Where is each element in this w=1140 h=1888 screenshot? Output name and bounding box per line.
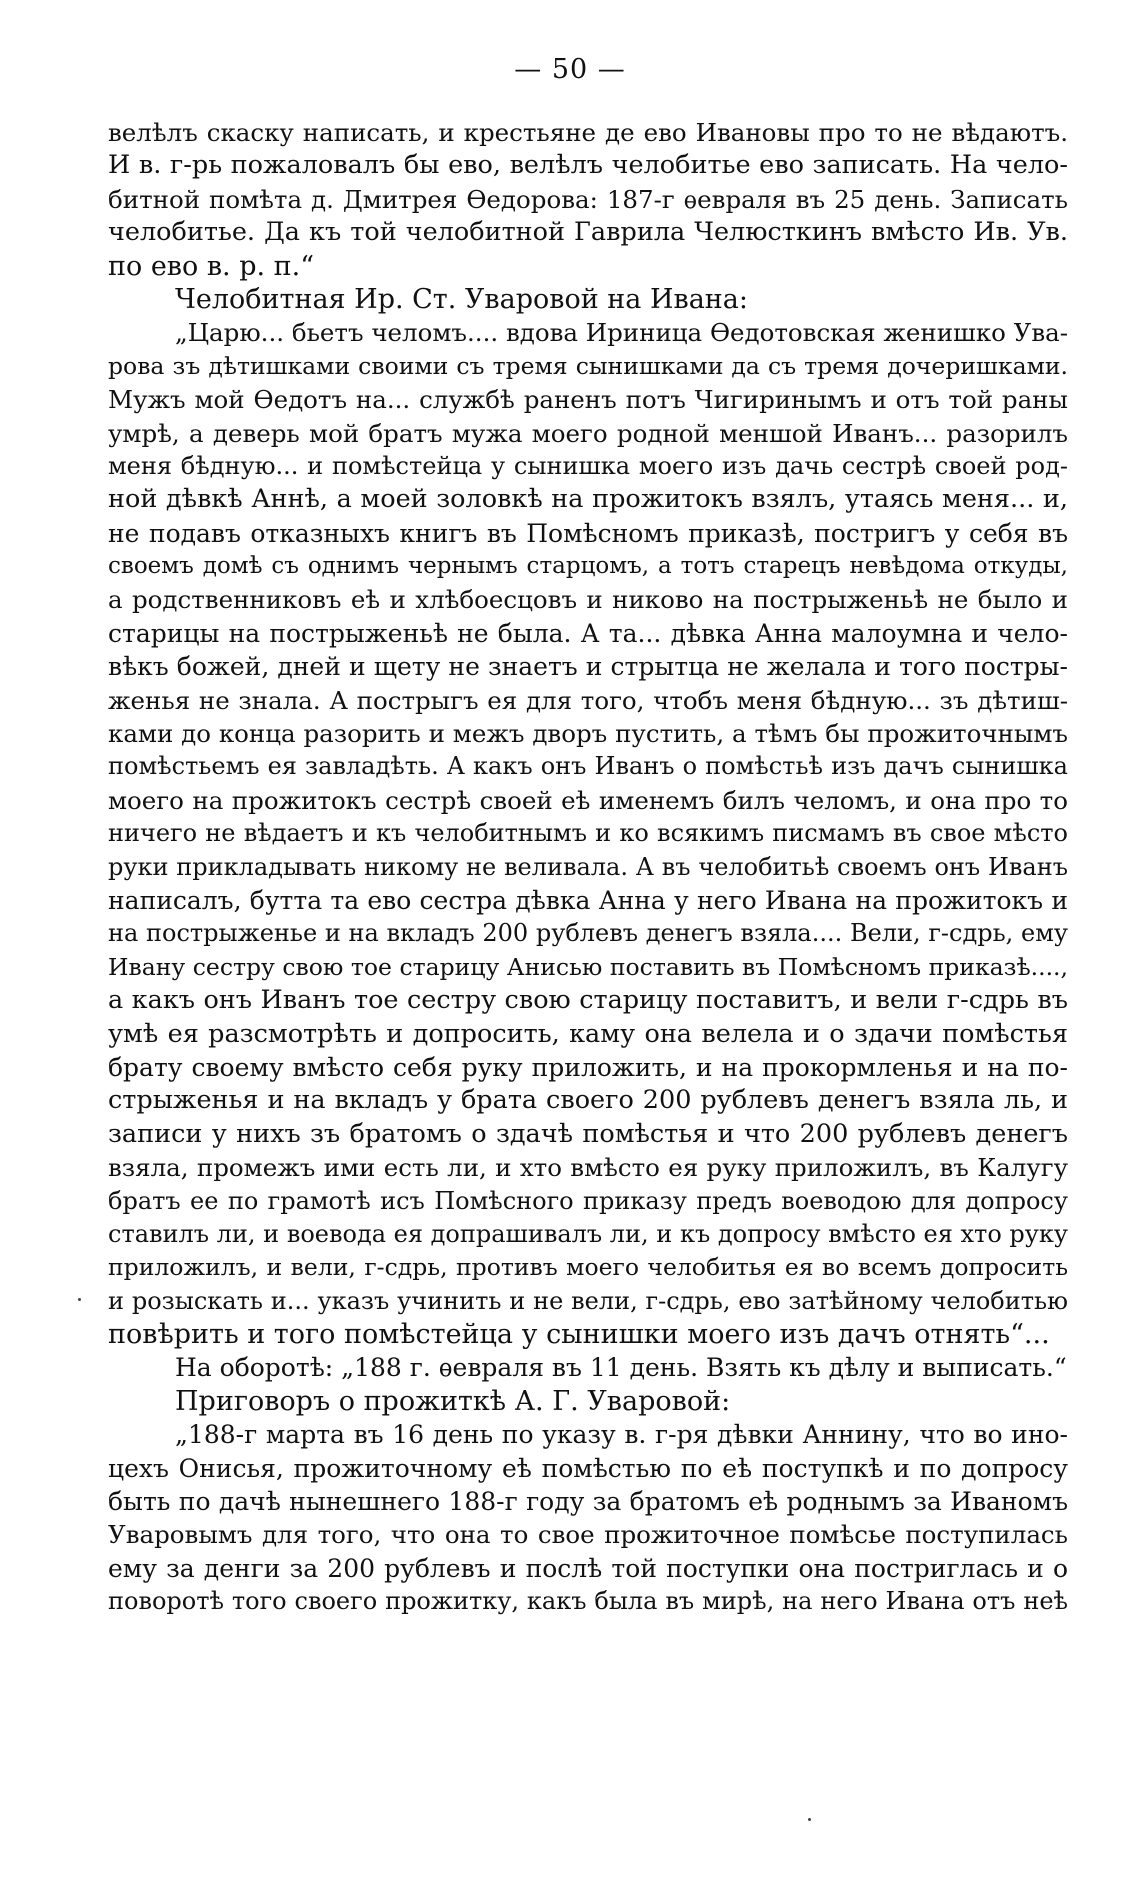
- text-line: руки прикладывать никому не веливала. А въ челобитьѣ своемъ онъ Иванъ: [108, 852, 1068, 881]
- text-line: Уваровымъ для того, что она то свое прожиточное помѣсье поступилась: [108, 1520, 1068, 1550]
- text-line: меня бѣдную... и помѣстейца у сынишка моего изъ дачь сестрѣ своей род-: [108, 451, 1068, 480]
- text-line: записи у нихъ зъ братомъ о здачѣ помѣстья и что 200 рублевъ денегъ: [108, 1118, 1068, 1149]
- text-line: „188-г марта въ 16 день по указу в. г-ря дѣвки Аннину, что во ино-: [175, 1420, 1068, 1450]
- text-line: И в. г-рь пожаловалъ бы ево, велѣлъ челобитье ево записать. На чело-: [108, 150, 1068, 181]
- text-line: а какъ онъ Иванъ тое сестру свою старицу поставитъ, и вели г-сдрь въ: [108, 985, 1068, 1016]
- text-line: цехъ Онисья, прожиточному еѣ помѣстью по еѣ поступкѣ и по допросу: [108, 1453, 1068, 1483]
- text-line: старицы на пострыженьѣ не была. А та... дѣвка Анна малоумна и чело-: [108, 618, 1068, 648]
- text-line: написалъ, бутта та ево сестра дѣвка Анна у него Ивана на прожитокъ и: [108, 885, 1068, 915]
- text-line: женья не знала. А пострыгъ ея для того, чтобъ меня бѣдную... зъ дѣтиш-: [108, 685, 1068, 715]
- body-text: [108, 116, 1068, 1619]
- text-line: приложилъ, и вели, г-сдрь, противъ моего челобитья ея во всемъ допросить: [108, 1253, 1068, 1282]
- text-line: братъ ее по грамотѣ исъ Помѣсного приказу предъ воеводою для допросу: [108, 1186, 1068, 1215]
- text-line: поворотѣ того своего прожитку, какъ была въ мирѣ, на него Ивана отъ неѣ: [108, 1587, 1068, 1616]
- text-line: и розыскать и... указъ учинить и не вели, г-сдрь, ево затѣйному челобитью: [108, 1286, 1068, 1315]
- text-line: Челобитная Ир. Ст. Уваровой на Ивана:: [175, 283, 748, 315]
- text-line: челобитье. Да къ той челобитной Гаврила Челюсткинъ вмѣсто Ив. Ув.: [108, 217, 1068, 248]
- text-line: битной помѣта д. Дмитрея Ѳедорова: 187-г ѳевраля въ 25 день. Записать: [108, 184, 1068, 214]
- text-line: ной дѣвкѣ Аннѣ, а моей золовкѣ на прожитокъ взялъ, утаясь меня... и,: [108, 484, 1068, 515]
- text-line: На оборотѣ: „188 г. ѳевраля въ 11 день. Взять къ дѣлу и выписать.“: [175, 1353, 1067, 1383]
- text-line: не подавъ отказныхъ книгъ въ Помѣсномъ приказѣ, постригъ у себя въ: [108, 518, 1068, 548]
- text-line: ставилъ ли, и воевода ея допрашивалъ ли, и къ допросу вмѣсто ея хто руку: [108, 1219, 1068, 1248]
- text-line: а родственниковъ еѣ и хлѣбоесцовъ и никово на пострыженьѣ не было и: [108, 585, 1068, 615]
- paper-speck: [78, 1298, 81, 1301]
- text-line: своемъ домѣ съ однимъ чернымъ старцомъ, а тотъ старецъ невѣдома откуды,: [108, 553, 1068, 580]
- page-number: — 50 —: [514, 54, 626, 85]
- text-line: моего на прожитокъ сестрѣ своей еѣ именемъ билъ челомъ, и она про то: [108, 785, 1068, 815]
- text-line: на пострыженье и на вкладъ 200 рублевъ денегъ взяла.... Вели, г-сдрь, ему: [108, 919, 1068, 948]
- text-line: по ево в. р. п.“: [108, 250, 315, 282]
- text-line: „Царю... бьетъ челомъ.... вдова Ириница Ѳедотовская женишко Ува-: [175, 318, 1068, 348]
- text-line: рова зъ дѣтишками своими съ тремя сынишками да съ тремя дочеришками.: [108, 351, 1068, 380]
- paper-speck: [808, 1818, 811, 1821]
- text-line: умѣ ея разсмотрѣть и допросить, каму она велела и о здачи помѣстья: [108, 1018, 1068, 1049]
- text-line: ничего не вѣдаетъ и къ челобитнымъ и ко всякимъ писмамъ въ свое мѣсто: [108, 819, 1068, 848]
- text-line: взяла, промежъ ими есть ли, и хто вмѣсто ея руку приложилъ, въ Калугу: [108, 1153, 1068, 1183]
- text-line: ему за денги за 200 рублевъ и послѣ той поступки она постриглась и о: [108, 1553, 1068, 1583]
- text-line: умрѣ, а деверь мой братъ мужа моего родной меншой Иванъ... разорилъ: [108, 418, 1068, 448]
- text-line: велѣлъ скаску написать, и крестьяне де ево Ивановы про то не вѣдаютъ.: [108, 118, 1068, 147]
- text-line: вѣкъ божей, дней и щету не знаетъ и стрытца не желала и того постры-: [108, 652, 1068, 682]
- text-line: Ивану сестру свою тое старицу Анисью поставить въ Помѣсномъ приказѣ....,: [108, 952, 1068, 981]
- text-line: помѣстьемъ ея завладѣть. А какъ онъ Иванъ о помѣстьѣ изъ дачъ сынишка: [108, 752, 1068, 781]
- text-line: стрыженья и на вкладъ у брата своего 200 рублевъ денегъ взяла ль, и: [108, 1085, 1068, 1116]
- text-line: Мужъ мой Ѳедотъ на... службѣ раненъ потъ Чигиринымъ и отъ той раны: [108, 385, 1068, 415]
- text-line: Приговоръ о прожиткѣ А. Г. Уваровой:: [175, 1385, 731, 1417]
- text-line: повѣрить и того помѣстейца у сынишки моего изъ дачъ отнять“...: [108, 1319, 1050, 1351]
- text-line: быть по дачѣ нынешнего 188-г году за братомъ еѣ роднымъ за Иваномъ: [108, 1487, 1068, 1517]
- text-line: ками до конца разорить и межъ дворъ пустить, а тѣмъ бы прожиточнымъ: [108, 719, 1068, 749]
- text-line: брату своему вмѣсто себя руку приложить, и на прокормленья и на по-: [108, 1052, 1068, 1082]
